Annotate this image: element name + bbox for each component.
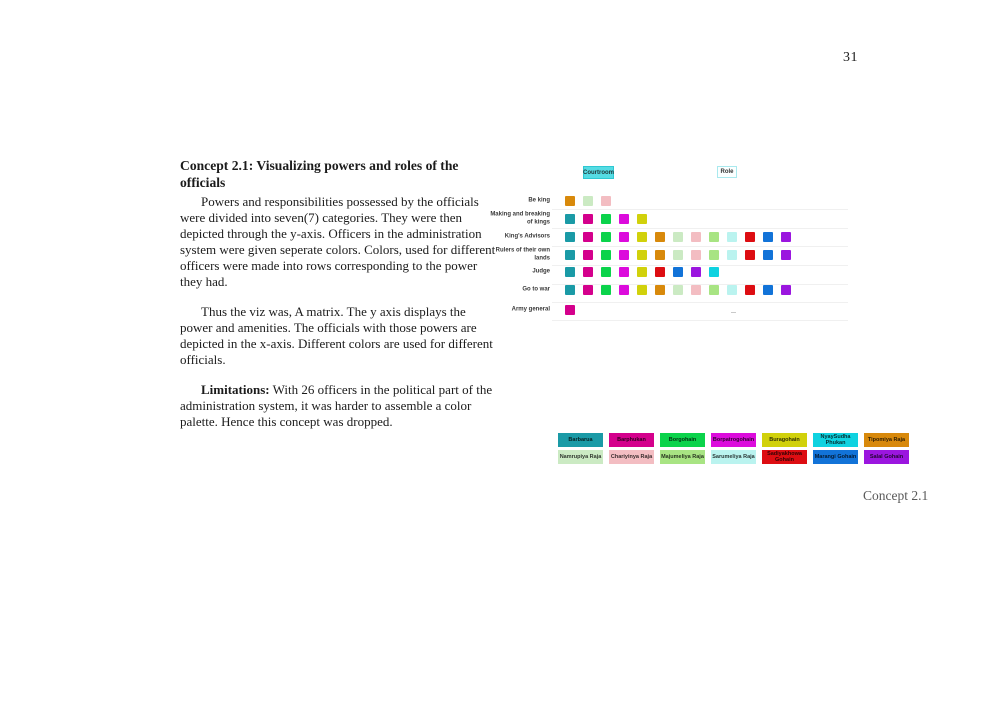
legend-item[interactable]: Sadiyakhowa Gohain <box>762 450 807 464</box>
legend-item[interactable]: Salal Gohain <box>864 450 909 464</box>
row-separator <box>552 209 848 210</box>
matrix-mark[interactable] <box>583 232 593 242</box>
matrix-mark[interactable] <box>601 267 611 277</box>
matrix-mark[interactable] <box>583 285 593 295</box>
legend-item[interactable]: Chariyinya Raja <box>609 450 654 464</box>
matrix-mark[interactable] <box>619 214 629 224</box>
matrix-mark[interactable] <box>565 285 575 295</box>
matrix-mark[interactable] <box>763 232 773 242</box>
row-label: Making and breaking of kings <box>490 211 550 225</box>
matrix-mark[interactable] <box>601 196 611 206</box>
article-text-column <box>180 157 496 430</box>
row-label: Be king <box>528 197 550 204</box>
matrix-mark[interactable] <box>583 250 593 260</box>
matrix-mark[interactable] <box>565 232 575 242</box>
legend-item[interactable]: Buragohain <box>762 433 807 447</box>
paragraph-limitations <box>180 382 496 430</box>
matrix-mark[interactable] <box>565 196 575 206</box>
matrix-mark[interactable] <box>727 232 737 242</box>
matrix-mark[interactable] <box>709 232 719 242</box>
matrix-mark[interactable] <box>727 250 737 260</box>
matrix-mark[interactable] <box>637 250 647 260</box>
matrix-mark[interactable] <box>709 250 719 260</box>
matrix-mark[interactable] <box>691 285 701 295</box>
matrix-mark[interactable] <box>727 285 737 295</box>
matrix-mark[interactable] <box>637 267 647 277</box>
matrix-mark[interactable] <box>763 285 773 295</box>
row-label: Rulers of their own lands <box>495 247 550 261</box>
row-label: Army general <box>511 306 550 313</box>
matrix-mark[interactable] <box>655 232 665 242</box>
role-button[interactable]: Role <box>717 166 737 178</box>
legend-item[interactable]: Sarumeliya Raja <box>711 450 756 464</box>
row-separator <box>552 265 848 266</box>
matrix-mark[interactable] <box>781 250 791 260</box>
matrix-mark[interactable] <box>637 214 647 224</box>
matrix-mark[interactable] <box>781 232 791 242</box>
matrix-mark[interactable] <box>583 196 593 206</box>
matrix-mark[interactable] <box>709 285 719 295</box>
courtroom-button[interactable]: Courtroom <box>583 166 614 179</box>
legend-item[interactable]: Marangi Gohain <box>813 450 858 464</box>
matrix-mark[interactable] <box>601 232 611 242</box>
legend-item[interactable]: Borpatrogohain <box>711 433 756 447</box>
limitations-text: With 26 officers in the political part of the administration system, it was harder to assemble a color palette. Hence this concept was dropped. <box>180 382 493 429</box>
matrix-mark[interactable] <box>673 250 683 260</box>
matrix-mark[interactable] <box>673 285 683 295</box>
paragraph-2: Thus the viz was, A matrix. The y axis displays the power and amenities. The officials with those powers are depicted in the x-axis. Different colors are used for different officials. <box>180 304 493 367</box>
matrix-mark[interactable] <box>619 267 629 277</box>
matrix-mark[interactable] <box>691 267 701 277</box>
row-label: Go to war <box>522 286 550 293</box>
matrix-mark[interactable] <box>781 285 791 295</box>
matrix-mark[interactable] <box>565 267 575 277</box>
matrix-mark[interactable] <box>709 267 719 277</box>
matrix-mark[interactable] <box>619 232 629 242</box>
matrix-mark[interactable] <box>655 267 665 277</box>
legend-item[interactable]: Majumeliya Raja <box>660 450 705 464</box>
matrix-mark[interactable] <box>619 250 629 260</box>
matrix-mark[interactable] <box>601 250 611 260</box>
matrix-mark[interactable] <box>565 250 575 260</box>
legend-item[interactable]: Tipomiya Raja <box>864 433 909 447</box>
legend-item[interactable]: Namrupiya Raja <box>558 450 603 464</box>
matrix-mark[interactable] <box>745 232 755 242</box>
matrix-mark[interactable] <box>583 214 593 224</box>
row-label: Judge <box>532 268 550 275</box>
row-separator <box>552 302 848 303</box>
matrix-mark[interactable] <box>565 305 575 315</box>
page-number: 31 <box>843 50 858 65</box>
row-label: King's Advisors <box>504 233 550 240</box>
row-separator <box>552 246 848 247</box>
legend-item[interactable]: Barphukan <box>609 433 654 447</box>
section-heading: Concept 2.1: Visualizing powers and roles of the officials <box>180 158 459 190</box>
matrix-mark[interactable] <box>745 285 755 295</box>
legend-item[interactable]: NyaySudha Phukan <box>813 433 858 447</box>
matrix-mark[interactable] <box>655 250 665 260</box>
matrix-mark[interactable] <box>619 285 629 295</box>
stray-mark <box>731 312 736 313</box>
matrix-mark[interactable] <box>673 267 683 277</box>
matrix-mark[interactable] <box>601 285 611 295</box>
limitations-label: Limitations: <box>201 382 270 397</box>
matrix-mark[interactable] <box>637 232 647 242</box>
matrix-mark[interactable] <box>583 267 593 277</box>
matrix-mark[interactable] <box>745 250 755 260</box>
matrix-mark[interactable] <box>637 285 647 295</box>
matrix-mark[interactable] <box>763 250 773 260</box>
matrix-mark[interactable] <box>655 285 665 295</box>
matrix-mark[interactable] <box>691 250 701 260</box>
figure-caption: Concept 2.1 <box>863 488 929 503</box>
row-separator <box>552 320 848 321</box>
matrix-mark[interactable] <box>565 214 575 224</box>
matrix-mark[interactable] <box>673 232 683 242</box>
legend-item[interactable]: Borgohain <box>660 433 705 447</box>
matrix-mark[interactable] <box>691 232 701 242</box>
paragraph-1: Powers and responsibilities possessed by the officials were divided into seven(7) categories. They were then depicted through the y-axis. Officers in the administration system were given seperate colors. Colors, used for different officers were made into rows corresponding to the power they had. <box>180 194 496 289</box>
row-separator <box>552 228 848 229</box>
legend-item[interactable]: Barbarua <box>558 433 603 447</box>
matrix-mark[interactable] <box>601 214 611 224</box>
